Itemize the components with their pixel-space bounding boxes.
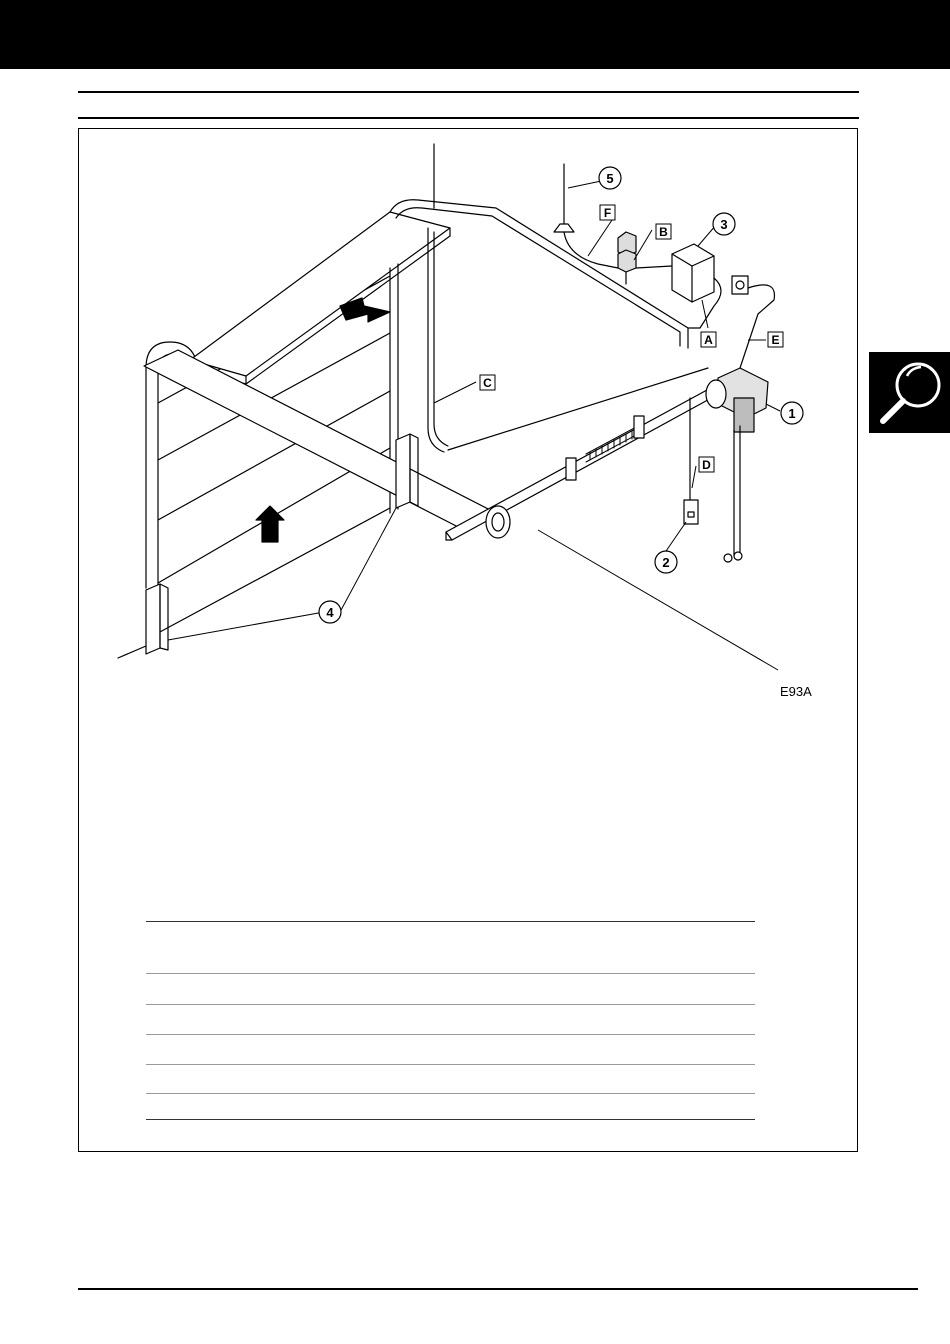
svg-text:C: C	[483, 376, 492, 390]
figure-code: E93A	[780, 684, 812, 699]
callout-a	[701, 332, 716, 347]
svg-text:3: 3	[720, 217, 728, 232]
callout-b	[656, 224, 671, 239]
svg-text:1: 1	[788, 406, 796, 421]
svg-text:A: A	[704, 333, 713, 347]
table-rule	[146, 1064, 755, 1065]
table-rule	[146, 1034, 755, 1035]
svg-text:5: 5	[606, 171, 614, 186]
magnifier-icon	[869, 352, 950, 433]
header-rule-bottom	[78, 117, 859, 119]
callout-e	[768, 332, 783, 347]
garage-door-installation-diagram	[78, 128, 858, 728]
callout-5	[599, 167, 621, 189]
table-rule-footer	[146, 1119, 755, 1120]
svg-text:4: 4	[326, 605, 334, 620]
svg-text:F: F	[603, 206, 612, 220]
side-tab[interactable]	[869, 352, 950, 433]
header-rule-top	[78, 91, 859, 93]
callout-f	[600, 205, 615, 220]
callout-c	[480, 375, 495, 390]
svg-text:D: D	[702, 458, 711, 472]
footer-rule	[78, 1288, 918, 1290]
callout-d	[699, 457, 714, 472]
table-rule	[146, 1093, 755, 1094]
table-rule	[146, 1004, 755, 1005]
svg-text:2: 2	[662, 555, 670, 570]
callout-1	[781, 402, 803, 424]
svg-text:E: E	[771, 333, 780, 347]
header-band	[0, 0, 950, 69]
callout-4	[319, 601, 341, 623]
table-rule-header	[146, 921, 755, 922]
callout-2	[655, 551, 677, 573]
table-rule	[146, 973, 755, 974]
svg-text:B: B	[659, 225, 668, 239]
callout-3	[713, 213, 735, 235]
